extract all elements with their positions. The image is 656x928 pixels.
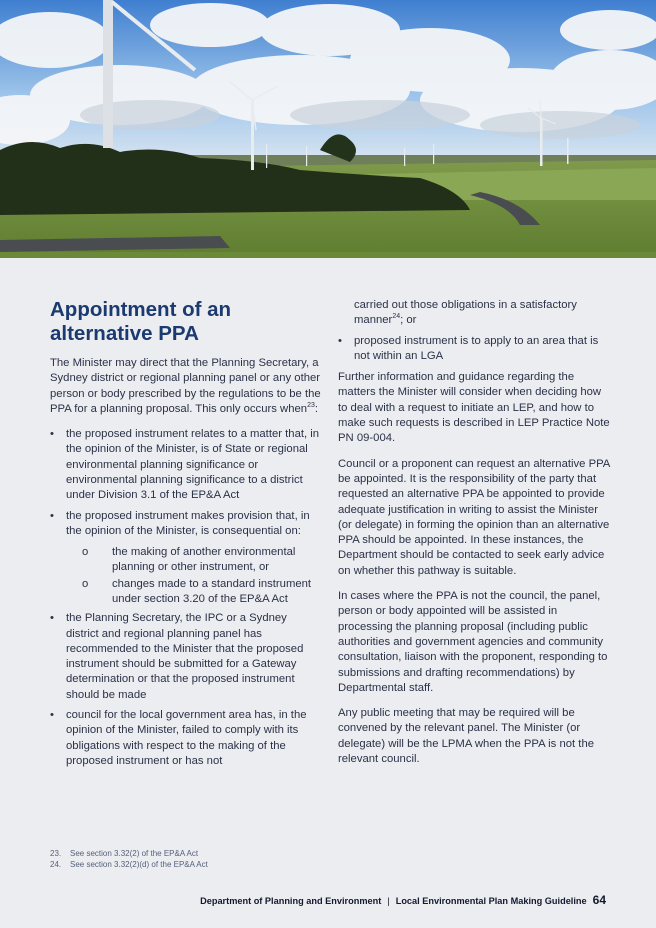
page-number: 64 [592,893,606,907]
list-item: • the proposed instrument relates to a matter that, in the opinion of the Minister, is of State or regional environmental planning significance or environmental planning significance to a district under Division 3.1 of the EP&A Act [50,427,322,503]
footer-department: Department of Planning and Environment [200,896,382,906]
page-footer [200,893,606,907]
body-paragraph: Any public meeting that may be required will be convened by the relevant panel. The Minister (or delegate) will be the LPMA when the PPA is not the relevant council. [338,707,595,766]
section-heading: Appointment of an alternative PPA [50,298,232,345]
footnote-ref[interactable]: 23 [307,402,315,410]
footnote: 23. See section 3.32(2) of the EP&A Act [50,849,199,858]
list-item: • proposed instrument is to apply to an area that is not within an LGA [338,334,610,365]
body-paragraph: In cases where the PPA is not the council, the panel, person or body appointed will be assisted in processing the planning proposal (including public authorities and government agencies and community consultation, liaison with the proponent, responding to submissions and drafting recommendations) by Departmental staff. [338,590,608,694]
footnotes [50,848,208,870]
left-column [50,298,322,775]
hero-photo [0,0,656,258]
conditions-list-continued [338,334,610,365]
footer-title: Local Environmental Plan Making Guideline [395,896,587,906]
footnote-ref[interactable]: 24 [392,313,401,321]
footnote: 24. See section 3.32(2)(d) of the EP&A Act [50,860,208,869]
sub-list-item: o changes made to a standard instrument under section 3.20 of the EP&A Act [82,577,322,606]
sub-list [66,545,322,606]
list-item: • council for the local government area has, in the opinion of the Minister, failed to comply with its obligations with respect to the making of the proposed instrument or has not [50,708,322,769]
list-item: • the proposed instrument makes provision that, in the opinion of the Minister, is consequential on: o the making of another environmental planning or other instrument, or o changes made to a standard instrument under section 3.20 of the EP&A Act [50,509,322,607]
intro-paragraph: The Minister may direct that the Planning Secretary, a Sydney district or regional planning panel or any other person or body prescribed by the regulations to be the PPA for a planning proposal. This only occurs when$^{23}$: [50,357,321,415]
footer-separator: | [387,896,390,906]
right-column [338,298,610,777]
list-item: • the Planning Secretary, the IPC or a Sydney district and regional planning panel has recommended to the Minister that the proposed instrument should be submitted for a Gateway determination or that the proposed instrument should be made [50,611,322,703]
list-item-continuation: carried out those obligations in a satisfactory manner$^{24}$; or [354,299,577,327]
body-paragraph: Council or a proponent can request an alternative PPA be appointed. It is the responsibility of the party that requested an alternative PPA be appointed to provide adequate justification in writing to assist the Minister (or delegate) in forming the opinion than an alternative PPA should be appointed. In these instances, the Department should be contacted to seek early advice on whether this pathway is suitable. [338,457,610,577]
sub-list-item: o the making of another environmental planning or other instrument, or [82,545,322,574]
body-paragraph: Further information and guidance regarding the matters the Minister will consider when deciding how to deal with a request to initiate an LEP, and how to make such requests is described in LEP Practice Note PN 09-004. [338,371,610,445]
conditions-list [50,427,322,769]
wind-farm-landscape-photo [0,0,656,258]
